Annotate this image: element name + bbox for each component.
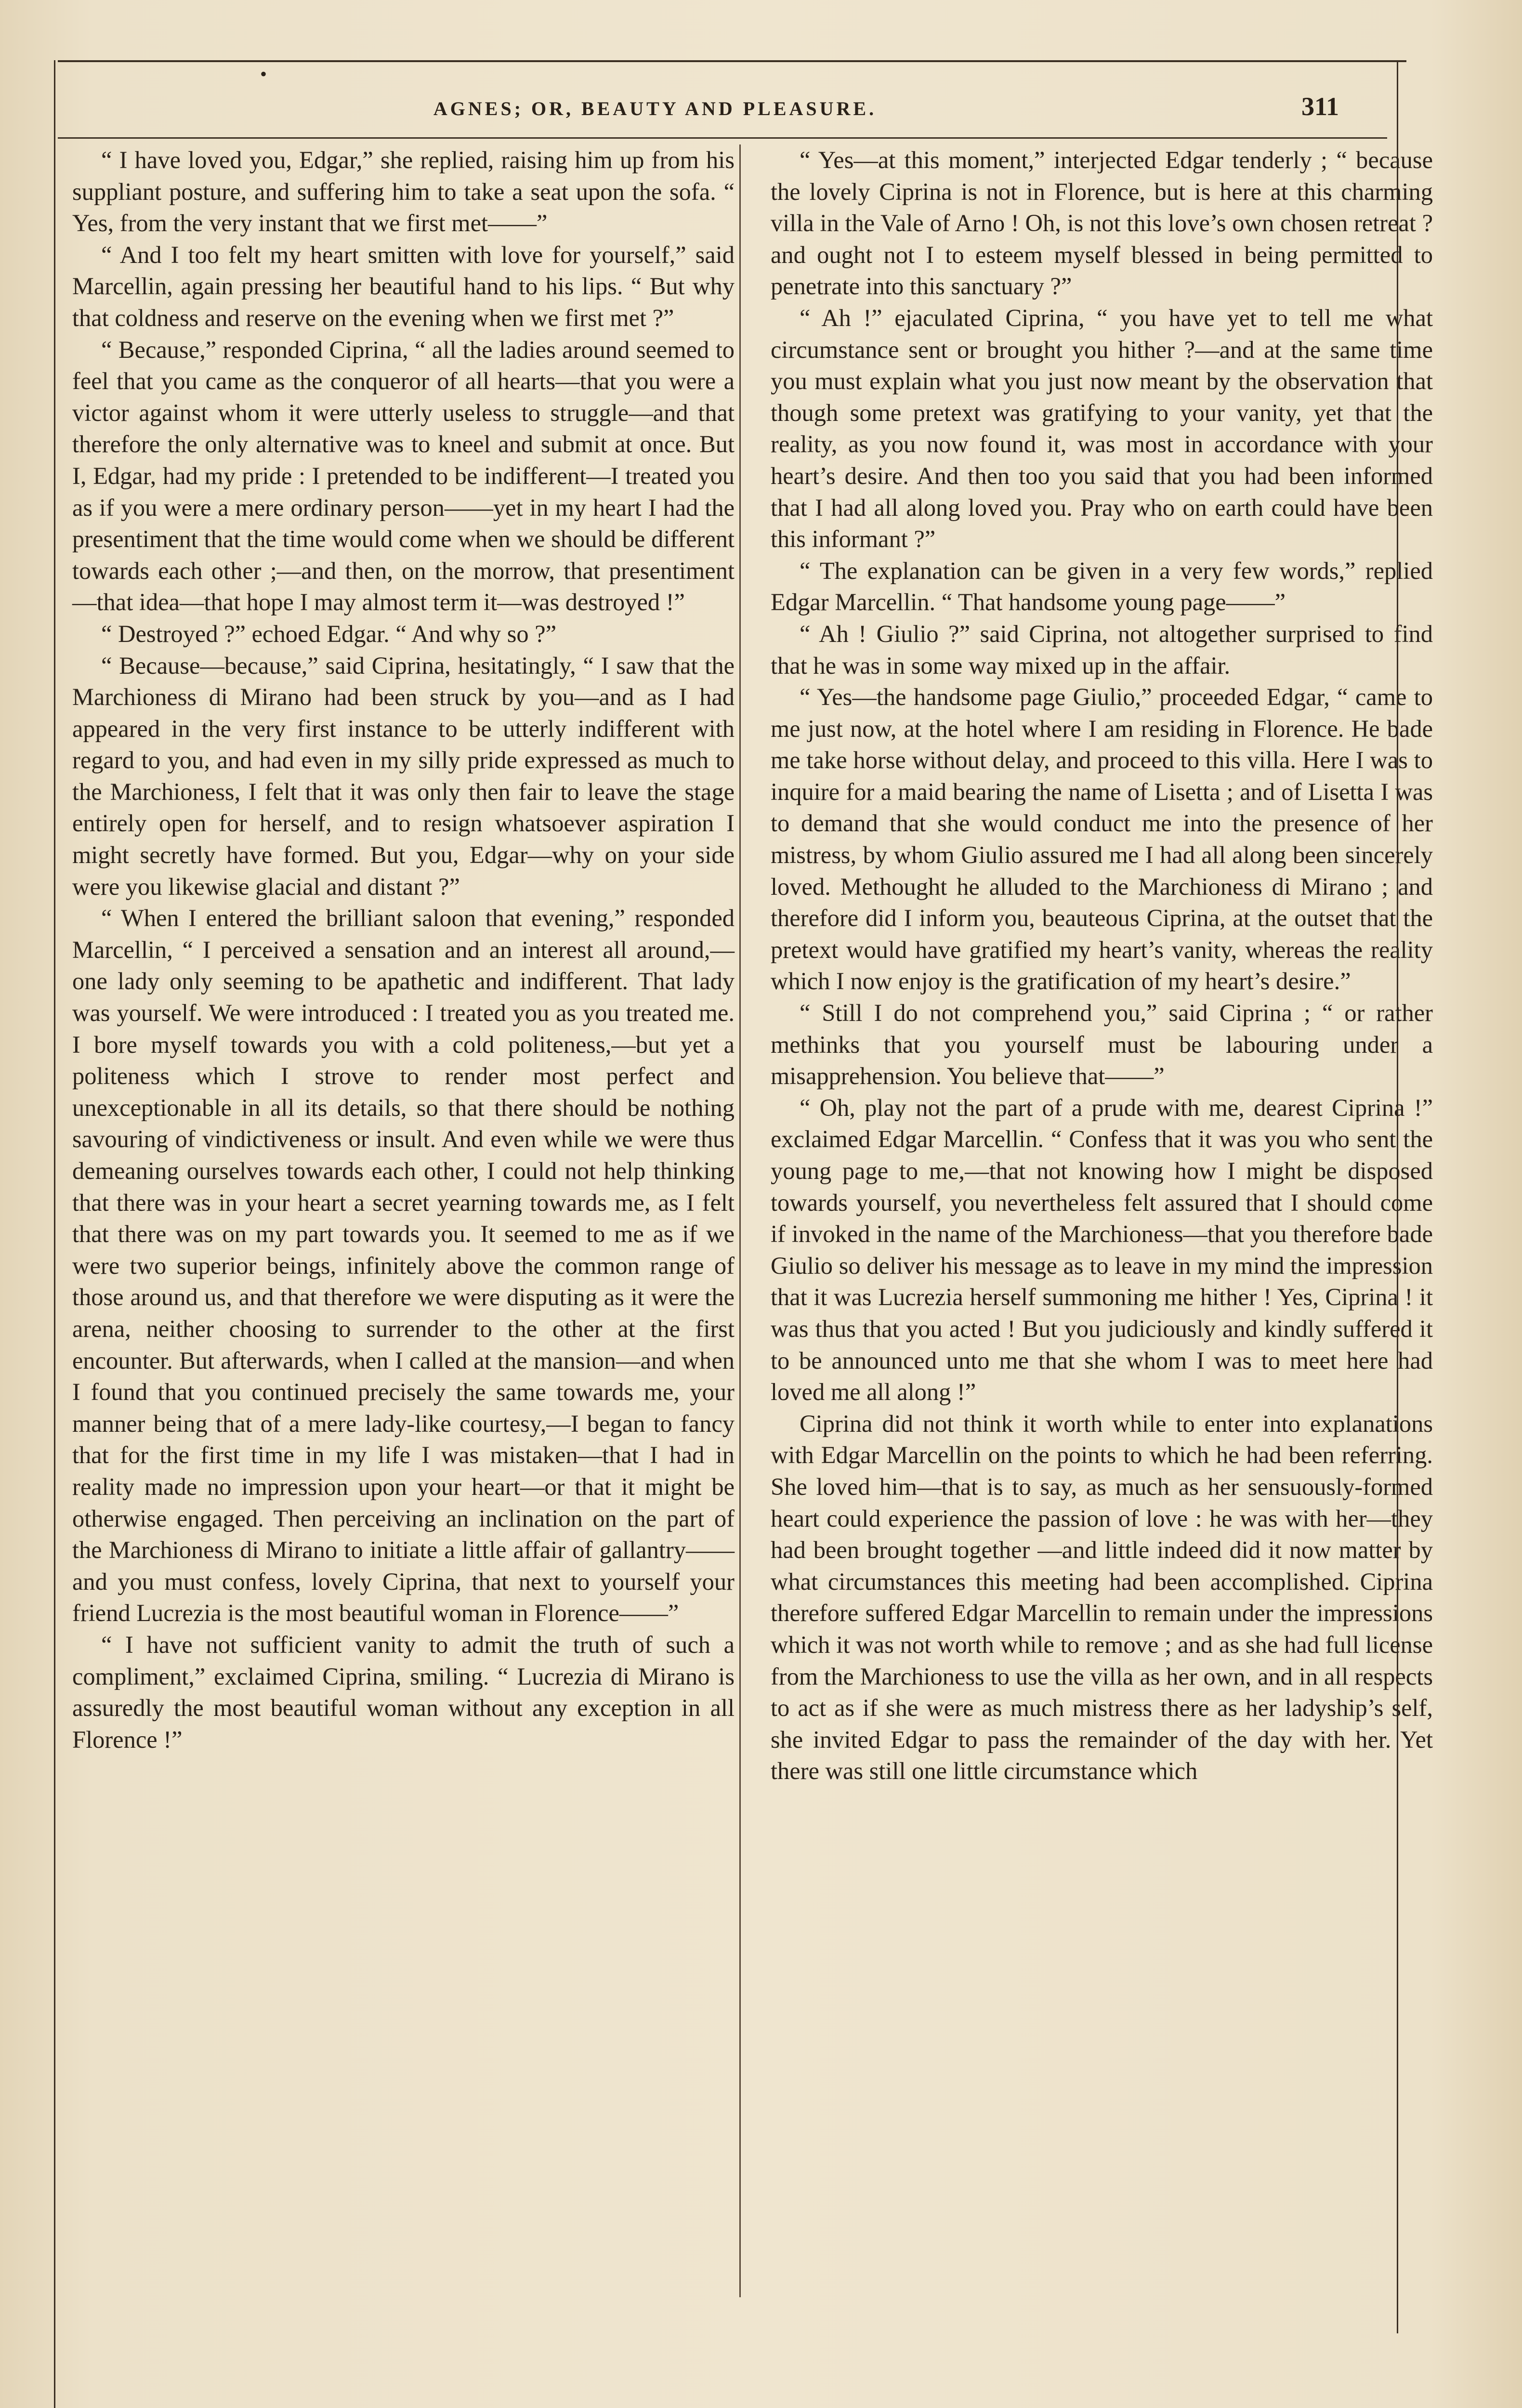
- paragraph: “ I have not sufficient vanity to admit the truth of such a compliment,” exclaimed Ciprina, smiling. “ Lucrezia di Mirano is assuredly the most beautiful woman without any exception in all Florence !”: [72, 1631, 735, 1753]
- header-ornament: •: [260, 63, 267, 85]
- right-column: [771, 144, 1433, 1787]
- paragraph: “ Because—because,” said Ciprina, hesitatingly, “ I saw that the Marchioness di Mirano had been struck by you—and as I had appeared in the very first instance to be utterly indifferent with regard to you, and had even in my silly pride expressed as much to the Marchioness, I felt that it was only then fair to leave the stage entirely open for herself, and to resign whatsoever aspiration I might secretly have formed. But you, Edgar—why on your side were you likewise glacial and distant ?”: [72, 652, 735, 900]
- paragraph: “ Yes—the handsome page Giulio,” proceeded Edgar, “ came to me just now, at the hotel where I am residing in Florence. He bade me take horse without delay, and proceed to this villa. Here I was to inquire for a maid bearing the name of Lisetta ; and of Lisetta I was to demand that she would conduct me into the presence of her mistress, by whom Giulio assured me I had all along been sincerely loved. Methought he alluded to the Marchioness di Mirano ; and therefore did I inform you, beauteous Ciprina, at the outset that the pretext would have gratified my heart’s vanity, whereas the reality which I now enjoy is the gratification of my heart’s desire.”: [771, 683, 1433, 995]
- paragraph: “ And I too felt my heart smitten with love for yourself,” said Marcellin, again pressing her beautiful hand to his lips. “ But why that coldness and reserve on the evening when we first met ?”: [72, 241, 735, 331]
- paragraph: “ Yes—at this moment,” interjected Edgar tenderly ; “ because the lovely Ciprina is not in Florence, but is here at this charming villa in the Vale of Arno ! Oh, is not this love’s own chosen retreat ? and ought not I to esteem myself blessed in being permitted to penetrate into this sanctuary ?”: [771, 146, 1433, 300]
- paragraph: “ I have loved you, Edgar,” she replied, raising him up from his suppliant posture, and suffering him to take a seat upon the sofa. “ Yes, from the very instant that we first met——”: [72, 146, 735, 237]
- left-column: [72, 144, 735, 1755]
- top-rule: [58, 60, 1406, 62]
- paragraph: “ When I entered the brilliant saloon that evening,” responded Marcellin, “ I perceived a sensation and an interest all around,—one lady only seeming to be apathetic and indifferent. That lady was yourself. We were introduced : I treated you as you treated me. I bore myself towards you with a cold politeness,—but yet a politeness which I strove to render most perfect and unexceptionable in all its details, so that there should be nothing savouring of vindictiveness or insult. And even while we were thus demeaning ourselves towards each other, I could not help thinking that there was in your heart a secret yearning towards me, as I felt that there was on my part towards you. It seemed to me as if we were two superior beings, infinitely above the common range of those around us, and that therefore we were disputing as it were the arena, neither choosing to surrender to the other at the first encounter. But afterwards, when I called at the mansion—and when I found that you continued precisely the same towards me, your manner being that of a mere lady-like courtesy,—I began to fancy that for the first time in my life I was mistaken—that I had in reality made no impression upon your heart—or that it might be otherwise engaged. Then perceiving an inclination on the part of the Marchioness di Mirano to initiate a little affair of gallantry——and you must confess, lovely Ciprina, that next to yourself your friend Lucrezia is the most beautiful woman in Florence——”: [72, 904, 735, 1627]
- left-margin-rule: [54, 60, 55, 2408]
- running-head: AGNES; OR, BEAUTY AND PLEASURE.: [433, 98, 877, 119]
- paragraph: “ Ah ! Giulio ?” said Ciprina, not altogether surprised to find that he was in some way mixed up in the affair.: [771, 620, 1433, 679]
- paragraph: “ Ah !” ejaculated Ciprina, “ you have yet to tell me what circumstance sent or brought you hither ?—and at the same time you must explain what you just now meant by the observation that though some pretext was gratifying to your vanity, yet that the reality, as you now found it, was most in accordance with your heart’s desire. And then too you said that you had been informed that I had all along loved you. Pray who on earth could have been this informant ?”: [771, 304, 1433, 553]
- column-divider: [739, 144, 741, 2297]
- paragraph: “ Because,” responded Ciprina, “ all the ladies around seemed to feel that you came as the conqueror of all hearts—that you were a victor against whom it were utterly useless to struggle—and that therefore the only alternative was to kneel and submit at once. But I, Edgar, had my pride : I pretended to be indifferent—I treated you as if you were a mere ordinary person——yet in my heart I had the presentiment that the time would come when we should be different towards each other ;—and then, on the morrow, that presentiment—that idea—that hope I may almost term it—was destroyed !”: [72, 336, 735, 616]
- paragraph: Ciprina did not think it worth while to enter into explanations with Edgar Marcellin on the points to which he had been referring. She loved him—that is to say, as much as her sensuously-formed heart could experience the passion of love : he was with her—they had been brought together —and little indeed did it now matter by what circumstances this meeting had been accomplished. Ciprina therefore suffered Edgar Marcellin to remain under the impressions which it was not worth while to remove ; and as she had full license from the Marchioness to use the villa as her own, and in all respects to act as if she were as much mistress there as her ladyship’s self, she invited Edgar to pass the remainder of the day with her. Yet there was still one little circumstance which: [771, 1410, 1433, 1785]
- paragraph: “ Destroyed ?” echoed Edgar. “ And why so ?”: [101, 620, 557, 647]
- paragraph: “ The explanation can be given in a very few words,” replied Edgar Marcellin. “ That handsome young page——”: [771, 557, 1433, 616]
- paragraph: “ Oh, play not the part of a prude with me, dearest Ciprina !” exclaimed Edgar Marcellin. “ Confess that it was you who sent the young page to me,—that not knowing how I might be disposed towards yourself, you nevertheless felt assured that I should come if invoked in the name of the Marchioness—that you therefore bade Giulio so deliver his message as to leave in my mind the impression that it was Lucrezia herself summoning me hither ! Yes, Ciprina ! it was thus that you acted ! But you judiciously and kindly suffered it to be announced unto me that she whom I was to meet here had loved me all along !”: [771, 1094, 1433, 1406]
- paragraph: “ Still I do not comprehend you,” said Ciprina ; “ or rather methinks that you yourself must be labouring under a misapprehension. You believe that——”: [771, 999, 1433, 1090]
- page-number: 311: [1301, 92, 1339, 121]
- page-header: [58, 63, 1368, 135]
- header-rule: [58, 137, 1387, 139]
